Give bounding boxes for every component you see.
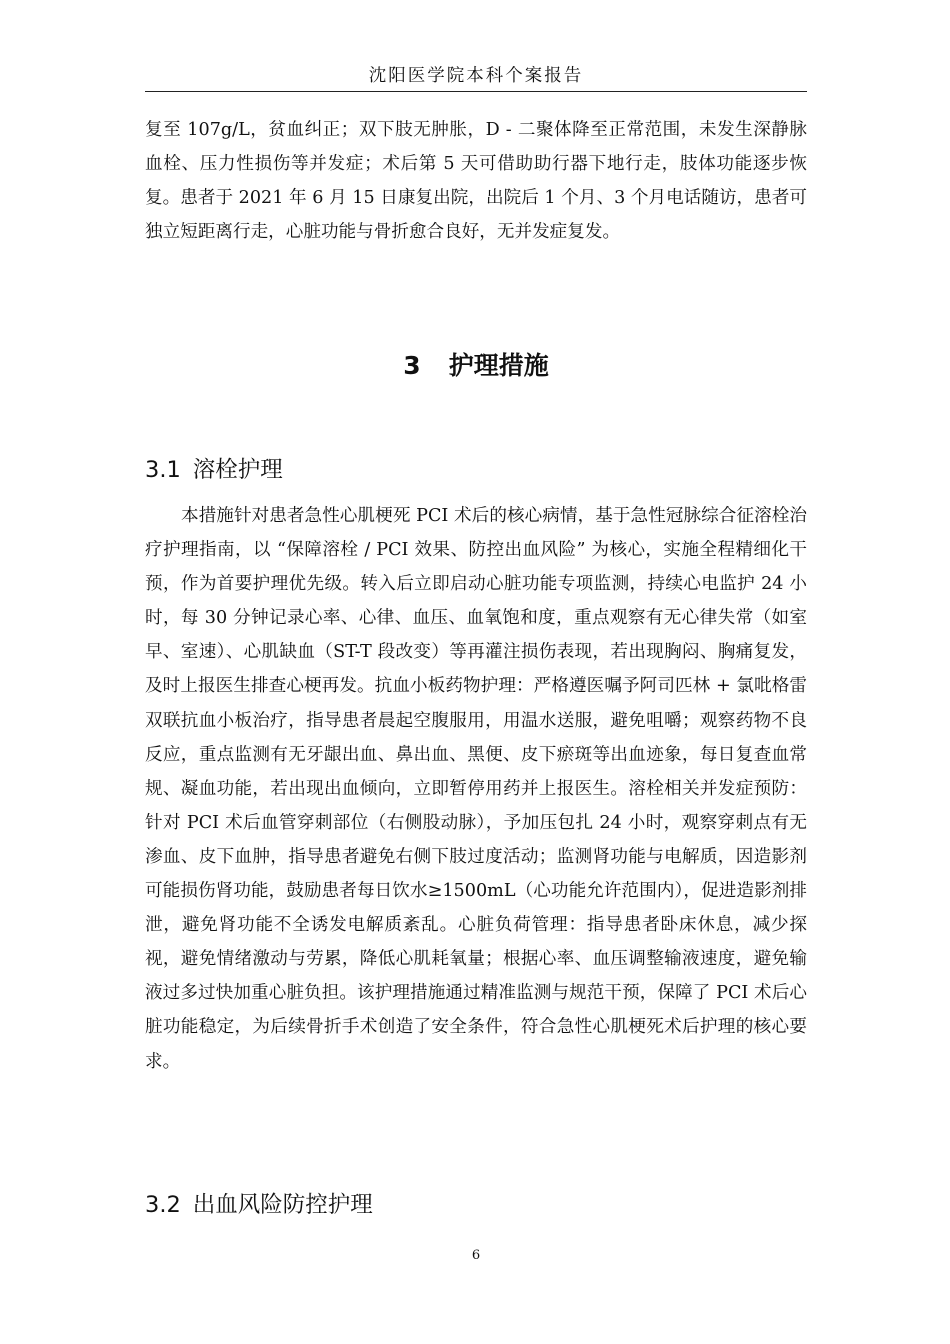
continued-paragraph-block	[145, 113, 807, 249]
section-title: 溶栓护理	[192, 457, 283, 483]
section-number: 3.1	[145, 457, 181, 483]
section-3-1-body-block	[145, 499, 807, 1079]
chapter-heading	[145, 346, 807, 386]
section-heading-3-2	[145, 1187, 807, 1223]
running-header: 沈阳医学院本科个案报告	[368, 66, 584, 86]
page-number: 6	[471, 1248, 481, 1263]
section-title: 出血风险防控护理	[192, 1192, 373, 1218]
section-number: 3.2	[145, 1192, 181, 1218]
chapter-title: 护理措施	[448, 351, 549, 380]
section-heading-3-1	[145, 452, 807, 488]
header-divider	[145, 91, 807, 92]
section-3-1-paragraph: 本措施针对患者急性心肌梗死 PCI 术后的核心病情，基于急性冠脉综合征溶栓治疗护理指南，以 “保障溶栓 / PCI 效果、防控出血风险” 为核心，实施全程精细化干预，作为首要护理优先级。转入后立即启动心脏功能专项监测，持续心电监护 24 小时，每 30 分钟记录心率、心律、血压、血氧饱和度，重点观察有无心律失常（如室早、室速）、心肌缺血（ST-T 段改变）等再灌注损伤表现，若出现胸闷、胸痛复发，及时上报医生排查心梗再发。抗血小板药物护理：严格遵医嘱予阿司匹林 + 氯吡格雷双联抗血小板治疗，指导患者晨起空腹服用，用温水送服，避免咀嚼；观察药物不良反应，重点监测有无牙龈出血、鼻出血、黑便、皮下瘀斑等出血迹象，每日复查血常规、凝血功能，若出现出血倾向，立即暂停用药并上报医生。溶栓相关并发症预防：针对 PCI 术后血管穿刺部位（右侧股动脉），予加压包扎 24 小时，观察穿刺点有无渗血、皮下血肿，指导患者避免右侧下肢过度活动；监测肾功能与电解质，因造影剂可能损伤肾功能，鼓励患者每日饮水≥1500mL（心功能允许范围内），促进造影剂排泄，避免肾功能不全诱发电解质紊乱。心脏负荷管理：指导患者卧床休息，减少探视，避免情绪激动与劳累，降低心肌耗氧量；根据心率、血压调整输液速度，避免输液过多过快加重心脏负担。该护理措施通过精准监测与规范干预，保障了 PCI 术后心脏功能稳定，为后续骨折手术创造了安全条件，符合急性心肌梗死术后护理的核心要求。	[145, 506, 807, 1072]
chapter-number: 3	[403, 351, 421, 380]
continued-paragraph: 复至 107g/L，贫血纠正；双下肢无肿胀，D - 二聚体降至正常范围，未发生深静脉血栓、压力性损伤等并发症；术后第 5 天可借助助行器下地行走，肢体功能逐步恢复。患者于 2021 年 6 月 15 日康复出院，出院后 1 个月、3 个月电话随访，患者可独立短距离行走，心脏功能与骨折愈合良好，无并发症复发。	[145, 120, 807, 243]
